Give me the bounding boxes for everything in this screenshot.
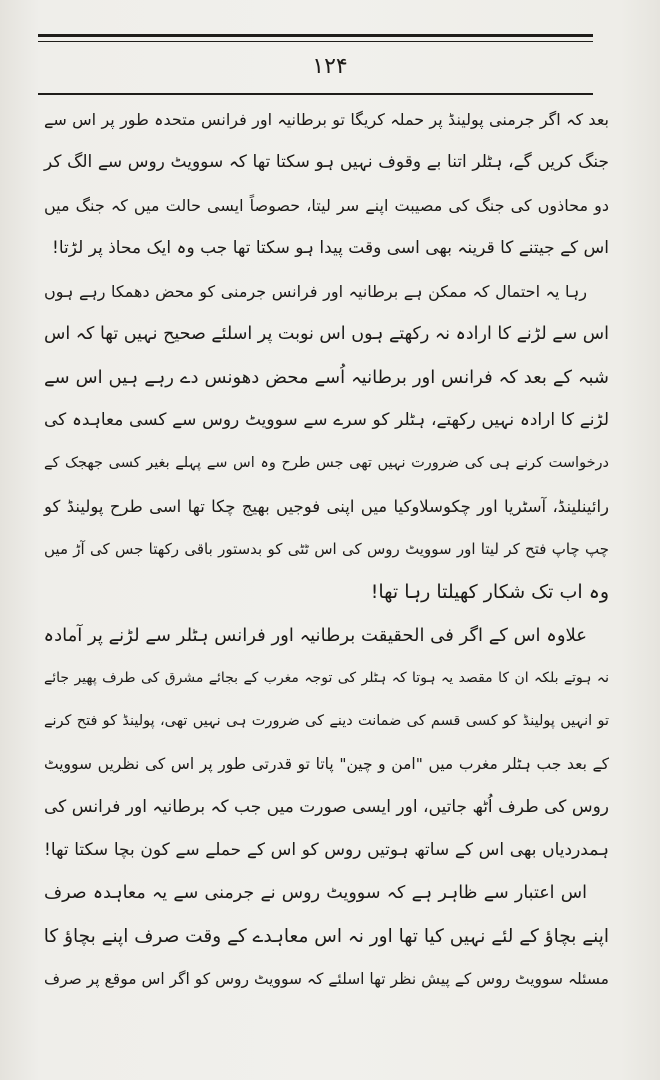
text-line: تو انہیں پولینڈ کو کسی قسم کی ضمانت دینے کی ضرورت ہی نہیں تھی، پولینڈ کو فتح کرنے xyxy=(44,713,609,729)
page-number: ۱۲۴ xyxy=(312,54,348,79)
text-line: وہ اب تک شکار کھیلتا رہا تھا! xyxy=(370,581,609,603)
header-rule-bottom xyxy=(38,93,593,95)
text-line: اس سے لڑنے کا ارادہ نہ رکھتے ہوں اس نوبت پر اسلئے صحیح نہیں تھا کہ اس xyxy=(44,324,609,344)
text-line: رائینلینڈ، آسٹریا اور چکوسلاوکیا میں اپنی فوجیں بھیج چکا تھا اسی طرح پولینڈ کو xyxy=(44,497,609,516)
text-line: اپنے بچاؤ کے لئے نہیں کیا تھا اور نہ اس معاہدے کے وقت صرف اپنے بچاؤ کا xyxy=(43,926,609,947)
text-line: دو محاذوں کی جنگ کی مصیبت اپنے سر لیتا، حصوصاً ایسی حالت میں کہ جنگ میں xyxy=(44,196,609,215)
header-rule-thin xyxy=(38,41,593,42)
text-line: جنگ کریں گے، ہٹلر اتنا بے وقوف نہیں ہو سکتا تھا کہ سوویٹ روس سے الگ کر xyxy=(44,152,609,172)
text-line: رہا یہ احتمال کہ ممکن ہے برطانیہ اور فرانس جرمنی کو محض دھمکا رہے ہوں xyxy=(44,282,587,301)
header-rule-thick xyxy=(38,34,593,37)
text-line: شبہ کے بعد کہ فرانس اور برطانیہ اُسے محض دھونس دے رہے ہیں اس سے xyxy=(44,367,609,388)
text-line: علاوہ اس کے اگر فی الحقیقت برطانیہ اور فرانس ہٹلر سے لڑنے پر آمادہ xyxy=(43,625,587,646)
text-line: ہمدردیاں بھی اس کے ساتھ ہوتیں روس کو اس کے حملے سے کون بچا سکتا تھا! xyxy=(44,840,609,860)
text-line: درخواست کرنے ہی کی ضرورت نہیں تھی جس طرح وہ اس سے پہلے بغیر کسی جھجک کے xyxy=(44,455,609,471)
text-line: چپ چاپ فتح کر لیتا اور سوویٹ روس کی اس ٹٹی کو بدستور باقی رکھتا جس کی آڑ میں xyxy=(44,540,609,558)
text-line: اس کے جیتنے کا قرینہ بھی اسی وقت پیدا ہو سکتا تھا جب وہ ایک محاذ پر لڑتا! xyxy=(52,238,609,258)
text-line: روس کی طرف اُٹھ جاتیں، اور ایسی صورت میں جب کہ برطانیہ اور فرانس کی xyxy=(44,797,609,817)
text-line: بعد کہ اگر جرمنی پولینڈ پر حملہ کریگا تو برطانیہ اور فرانس متحدہ طور پر اس سے xyxy=(44,110,609,129)
text-line: نہ ہوتے بلکہ ان کا مقصد یہ ہوتا کہ ہٹلر کی توجہ مغرب کے بجائے مشرق کی طرف پھیر جائے xyxy=(44,670,609,686)
body-text xyxy=(44,98,609,1001)
text-line: مسئلہ سوویٹ روس کے پیش نظر تھا اسلئے کہ سوویٹ روس کو اگر اس موقع پر صرف xyxy=(44,970,609,988)
text-line: اس اعتبار سے ظاہر ہے کہ سوویٹ روس نے جرمنی سے یہ معاہدہ صرف xyxy=(44,883,587,903)
text-line: لڑنے کا ارادہ نہیں رکھتے، ہٹلر کو سرے سے سوویٹ روس سے کسی معاہدہ کی xyxy=(44,410,609,430)
text-line: کے بعد جب ہٹلر مغرب میں "امن و چین" پاتا تو قدرتی طور پر اس کی نظریں سوویٹ xyxy=(44,755,609,773)
